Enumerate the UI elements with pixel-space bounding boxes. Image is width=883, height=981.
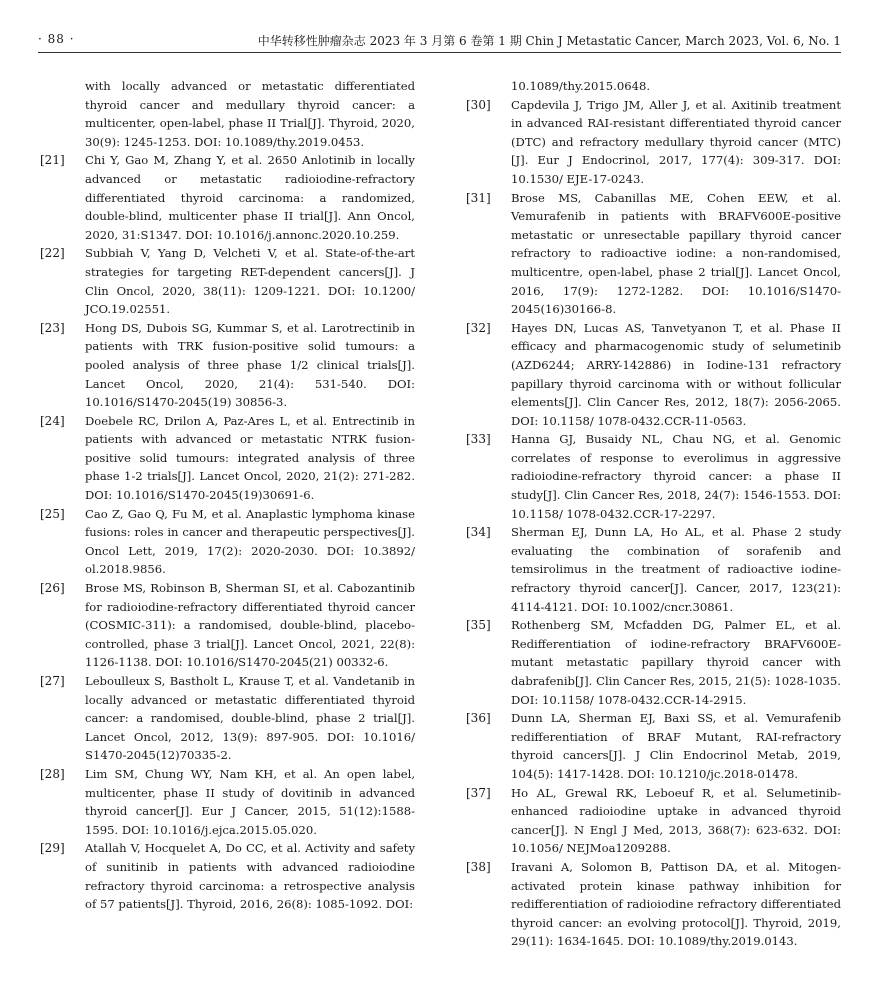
reference-entry [40, 505, 415, 579]
reference-number: [38] [466, 859, 491, 874]
reference-number: [34] [466, 525, 491, 540]
reference-number: [31] [466, 190, 491, 205]
reference-text: Sherman EJ, Dunn LA, Ho AL, et al. Phase 2 study evaluating the combination of sorafenib and temsirolimus in the treatment of radioactive iodine-refractory thyroid cancer[J]. Cancer, 2017, 123(21): 4114-4121. DOI: 10.1002/cncr.30861. [511, 525, 841, 614]
reference-continuation: 10.1089/thy.2015.0648. [511, 79, 651, 93]
reference-number: [28] [40, 766, 65, 781]
reference-number: [37] [466, 785, 491, 800]
reference-text: Dunn LA, Sherman EJ, Baxi SS, et al. Vemurafenib redifferentiation of BRAF Mutant, RAI-refractory thyroid cancers[J]. J Clin Endocrinol Metab, 2019, 104(5): 1417-1428. DOI: 10.1210/jc.2018-01478. [511, 711, 841, 781]
reference-text: Doebele RC, Drilon A, Paz-Ares L, et al. Entrectinib in patients with advanced or metastatic NTRK fusion-positive solid tumours: integrated analysis of three phase 1-2 trials[J]. Lancet Oncol, 2020, 21(2): 271-282. DOI: 10.1016/S1470-2045(19)30691-6. [85, 413, 415, 503]
reference-entry [40, 319, 415, 412]
reference-entry [40, 765, 415, 839]
reference-text: Cao Z, Gao Q, Fu M, et al. Anaplastic lymphoma kinase fusions: roles in cancer and therapeutic perspectives[J]. Oncol Lett, 2019, 17(2): 2020-2030. DOI: 10.3892/ ol.2018.9856. [85, 506, 415, 577]
reference-entry [466, 616, 841, 709]
reference-text: Hayes DN, Lucas AS, Tanvetyanon T, et al. Phase II efficacy and pharmacogenomic study of selumetinib (AZD6244; ARRY-142886) in Iodine-131 refractory papillary thyroid carcinoma with or without follicular elements[J]. Clin Cancer Res, 2012, 18(7): 2056-2065. DOI: 10.1158/ 1078-0432.CCR-11-0563. [511, 320, 841, 428]
reference-entry [466, 96, 841, 189]
right-column [466, 77, 841, 951]
reference-number: [32] [466, 320, 491, 335]
reference-number: [25] [40, 506, 65, 521]
reference-number: [22] [40, 246, 65, 261]
header-rule [38, 52, 841, 53]
reference-number: [21] [40, 153, 65, 168]
reference-number: [29] [40, 841, 65, 856]
reference-text: Brose MS, Cabanillas ME, Cohen EEW, et al. Vemurafenib in patients with BRAFV600E-positive metastatic or unresectable papillary thyroid cancer refractory to radioactive iodine: a non-randomised, multicentre, open-label, phase 2 trial[J]. Lancet Oncol, 2016, 17(9): 1272-1282. DOI: 10.1016/S1470-2045(16)30166-8. [511, 190, 841, 317]
reference-entry [466, 319, 841, 431]
left-column [40, 77, 415, 914]
reference-entry [40, 672, 415, 765]
reference-entry [40, 412, 415, 505]
reference-entry [40, 244, 415, 318]
reference-text: Leboulleux S, Bastholt L, Krause T, et al. Vandetanib in locally advanced or metastatic differentiated thyroid cancer: a randomised, double-blind, phase 2 trial[J]. Lancet Oncol, 2012, 13(9): 897-905. DOI: 10.1016/ S1470-2045(12)70335-2. [85, 674, 415, 763]
reference-text: Hanna GJ, Busaidy NL, Chau NG, et al. Genomic correlates of response to everolimus in aggressive radioiodine-refractory thyroid cancer: a phase II study[J]. Clin Cancer Res, 2018, 24(7): 1546-1553. DOI: 10.1158/ 1078-0432.CCR-17-2297. [511, 432, 841, 521]
page-number: · 88 · [38, 32, 75, 46]
reference-number: [23] [40, 320, 65, 335]
reference-text: Brose MS, Robinson B, Sherman SI, et al. Cabozantinib for radioiodine-refractory differentiated thyroid cancer (COSMIC-311): a randomised, double-blind, placebo-controlled, phase 3 trial[J]. Lancet Oncol, 2021, 22(8): 1126-1138. DOI: 10.1016/S1470-2045(21) 00332-6. [85, 581, 415, 670]
reference-entry [40, 151, 415, 244]
reference-entry [466, 709, 841, 783]
reference-number: [27] [40, 674, 65, 688]
page-header [38, 30, 841, 50]
reference-number: [30] [466, 97, 491, 112]
reference-entry [466, 784, 841, 858]
reference-number: [35] [466, 618, 491, 633]
reference-text: Lim SM, Chung WY, Nam KH, et al. An open label, multicenter, phase II study of dovitinib in advanced thyroid cancer[J]. Eur J Cancer, 2015, 51(12):1588-1595. DOI: 10.1016/j.ejca.2015.05.020. [85, 766, 415, 837]
reference-number: [24] [40, 413, 65, 428]
journal-running-head: 中华转移性肿瘤杂志 2023 年 3 月第 6 卷第 1 期 Chin J Metastatic Cancer, March 2023, Vol. 6, No. 1 [257, 34, 841, 48]
reference-continuation: with locally advanced or metastatic differentiated thyroid cancer and medullary thyroid cancer: a multicenter, open-label, phase II Trial[J]. Thyroid, 2020, 30(9): 1245-1253. DOI: 10.1089/thy.2019.0453. [85, 79, 415, 149]
reference-entry [466, 523, 841, 616]
reference-entry [466, 430, 841, 523]
reference-number: [36] [466, 711, 491, 726]
reference-text: Rothenberg SM, Mcfadden DG, Palmer EL, et al. Redifferentiation of iodine-refractory BRAFV600E-mutant metastatic papillary thyroid cancer with dabrafenib[J]. Clin Cancer Res, 2015, 21(5): 1028-1035. DOI: 10.1158/ 1078-0432.CCR-14-2915. [511, 618, 841, 707]
reference-text: Atallah V, Hocquelet A, Do CC, et al. Activity and safety of sunitinib in patients with advanced radioiodine refractory thyroid carcinoma: a retrospective analysis of 57 patients[J]. Thyroid, 2016, 26(8): 1085-1092. DOI: [85, 841, 415, 912]
reference-number: [33] [466, 432, 491, 447]
reference-text: Subbiah V, Yang D, Velcheti V, et al. State-of-the-art strategies for targeting RET-dependent cancers[J]. J Clin Oncol, 2020, 38(11): 1209-1221. DOI: 10.1200/ JCO.19.02551. [85, 246, 415, 317]
reference-text: Ho AL, Grewal RK, Leboeuf R, et al. Selumetinib-enhanced radioiodine uptake in advanced thyroid cancer[J]. N Engl J Med, 2013, 368(7): 623-632. DOI: 10.1056/ NEJMoa1209288. [511, 785, 841, 856]
reference-text: Iravani A, Solomon B, Pattison DA, et al. Mitogen-activated protein kinase pathway inhibition for redifferentiation of radioiodine refractory differentiated thyroid cancer: an evolving protocol[J]. Thyroid, 2019, 29(11): 1634-1645. DOI: 10.1089/thy.2019.0143. [511, 859, 841, 949]
reference-entry [466, 858, 841, 951]
reference-entry [466, 189, 841, 319]
reference-entry [40, 579, 415, 672]
reference-text: Chi Y, Gao M, Zhang Y, et al. 2650 Anlotinib in locally advanced or metastatic radioiodine-refractory differentiated thyroid carcinoma: a randomized, double-blind, multicenter phase II trial[J]. Ann Oncol, 2020, 31:S1347. DOI: 10.1016/j.annonc.2020.10.259. [85, 153, 415, 242]
reference-number: [26] [40, 581, 65, 596]
reference-text: Hong DS, Dubois SG, Kummar S, et al. Larotrectinib in patients with TRK fusion-positive solid tumours: a pooled analysis of three phase 1/2 clinical trials[J]. Lancet Oncol, 2020, 21(4): 531-540. DOI: 10.1016/S1470-2045(19) 30856-3. [85, 320, 415, 410]
reference-entry [40, 839, 415, 913]
reference-text: Capdevila J, Trigo JM, Aller J, et al. Axitinib treatment in advanced RAI-resistant differentiated thyroid cancer (DTC) and refractory medullary thyroid cancer (MTC) [J]. Eur J Endocrinol, 2017, 177(4): 309-317. DOI: 10.1530/ EJE-17-0243. [511, 97, 841, 186]
